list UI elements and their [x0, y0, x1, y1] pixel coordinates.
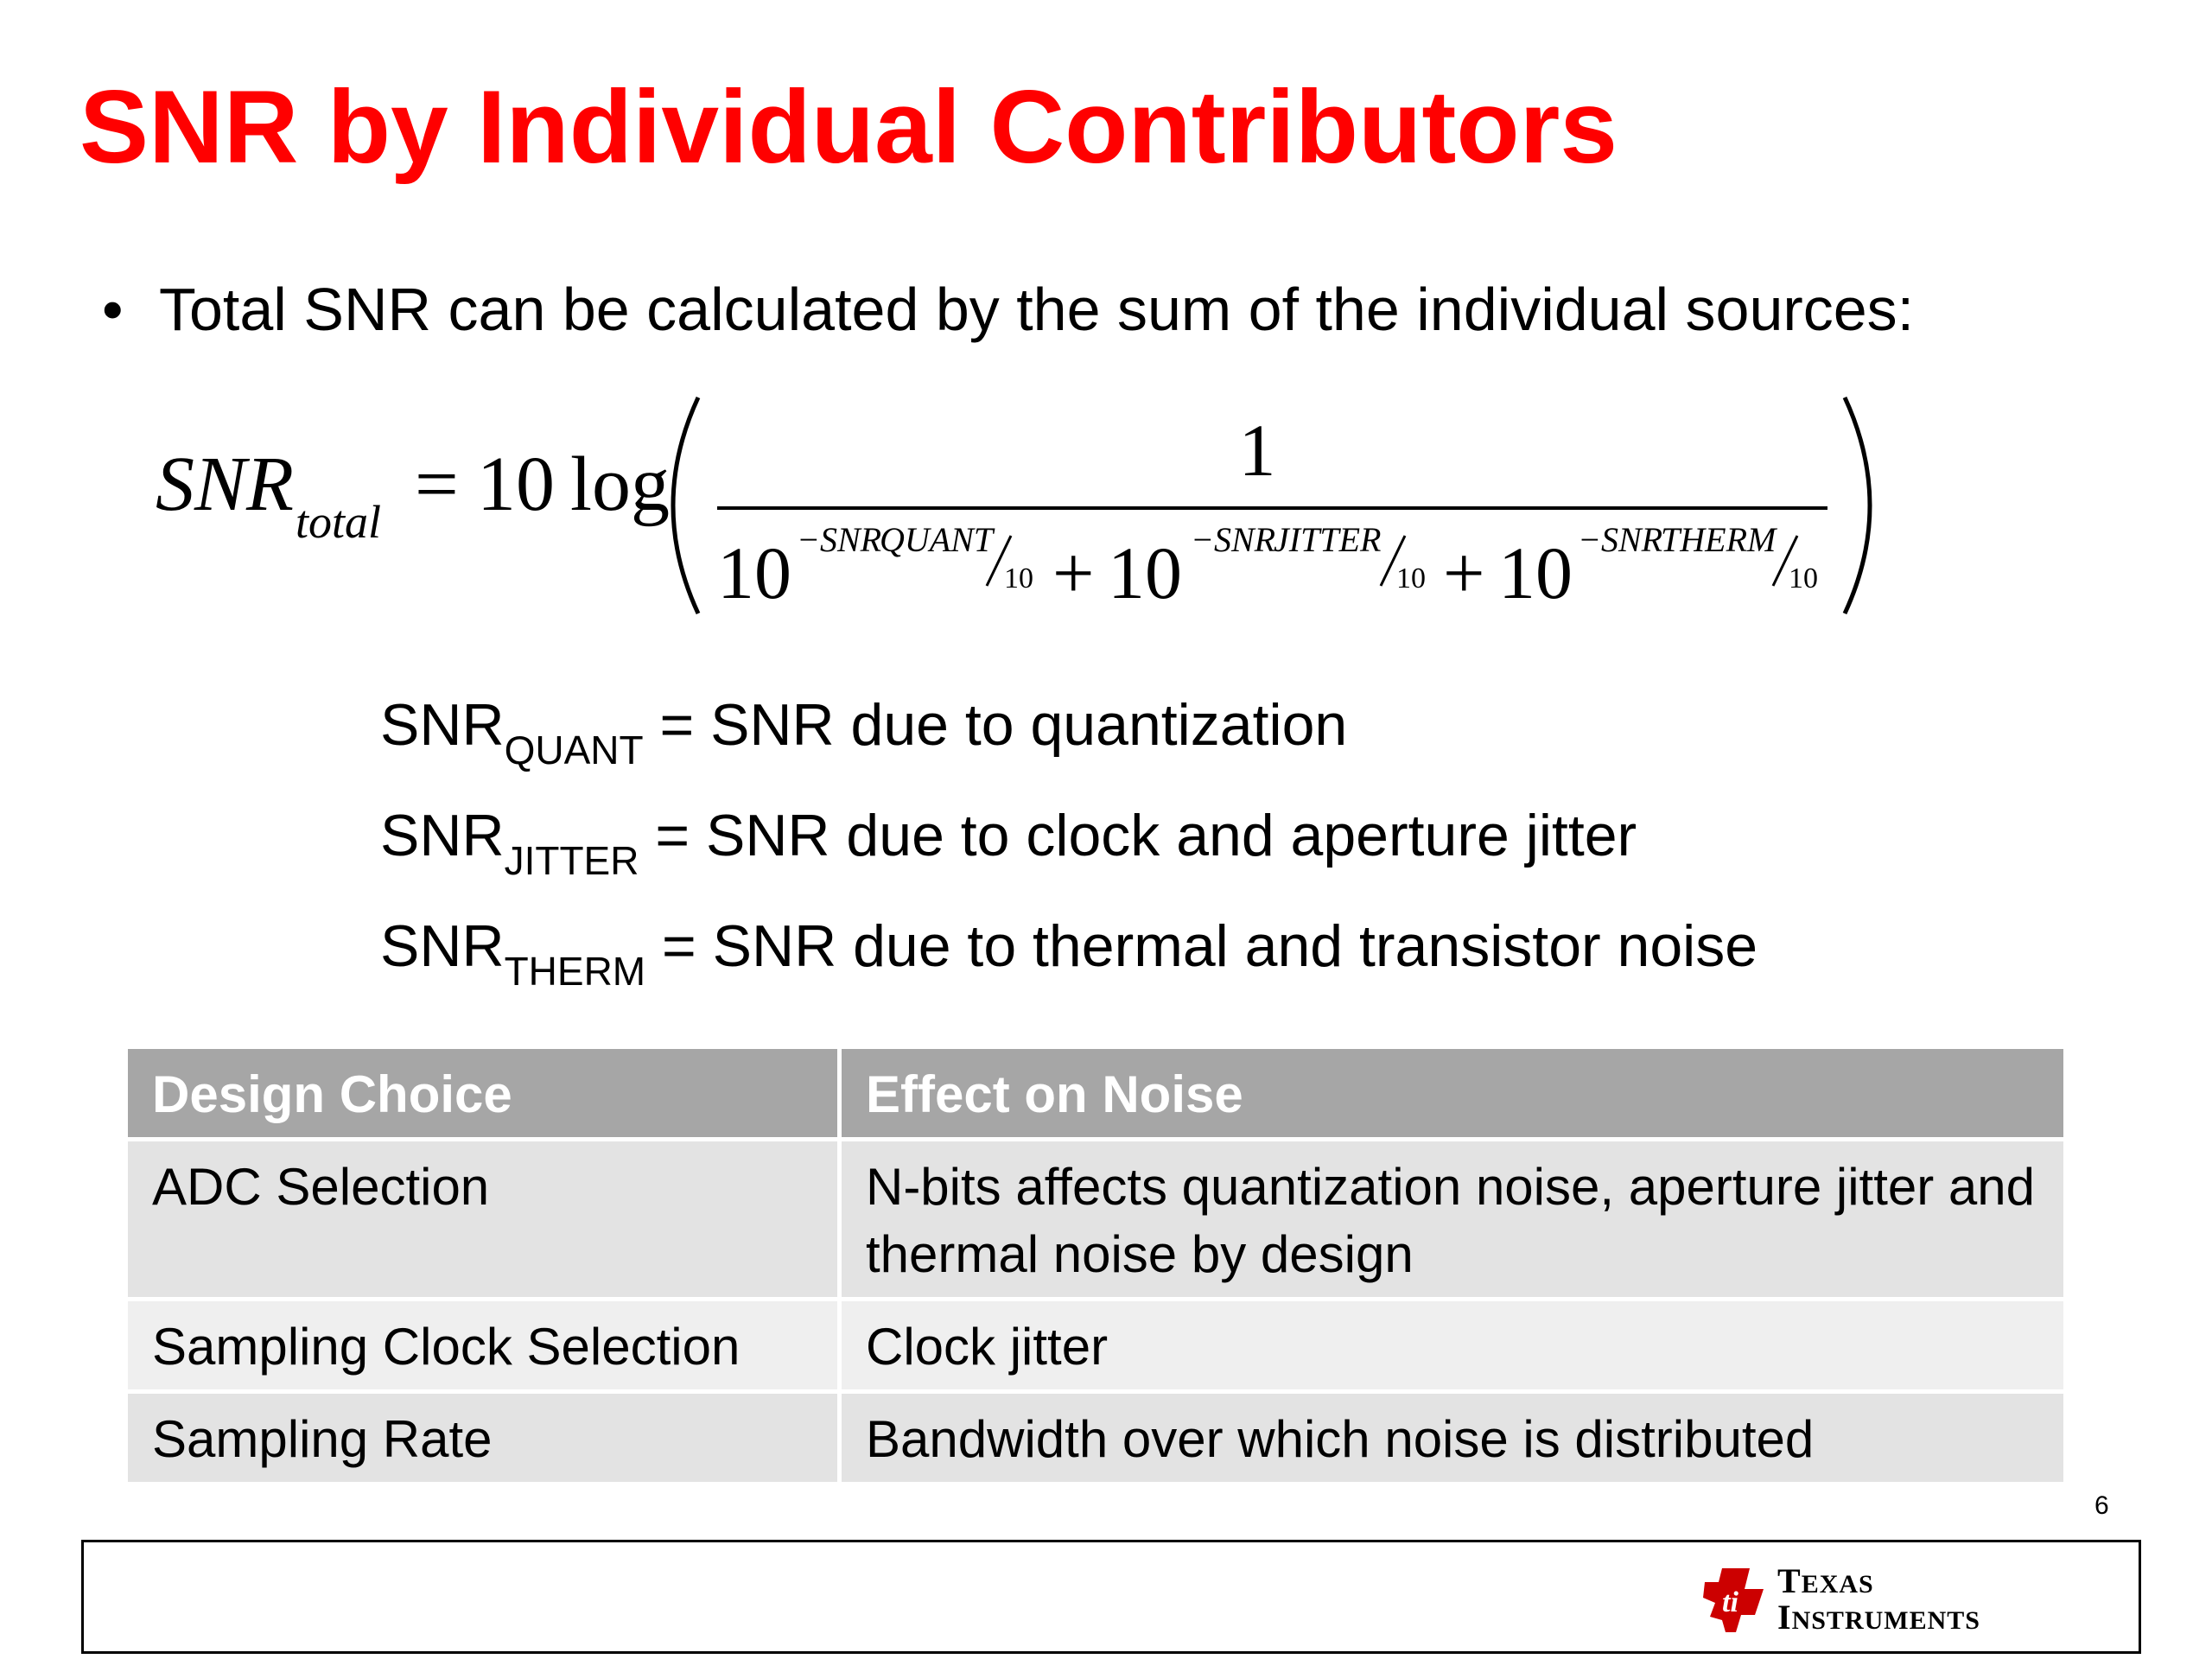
formula-svg — [147, 380, 1892, 639]
definition-therm: $SNR_{THERM}$ = SNR due to thermal and transistor noise — [380, 913, 1758, 994]
denom-base-3: 10 — [1498, 531, 1573, 614]
formula-lhs-sub: total — [296, 496, 382, 548]
exp-jitter: −SNR — [1191, 520, 1276, 559]
exp-quant: −SNR — [797, 520, 882, 559]
bullet-dot-icon: • — [102, 276, 124, 343]
snr-formula — [147, 380, 1892, 639]
exp-jitter-sub: JITTER — [1274, 520, 1382, 559]
right-paren-icon — [1845, 397, 1870, 613]
table-header-design-choice: Design Choice — [128, 1049, 842, 1137]
ti-brand-text: TEXAS INSTRUMENTS — [1777, 1561, 1980, 1637]
table-row — [128, 1297, 2063, 1389]
table-cell: Sampling Clock Selection — [128, 1297, 842, 1389]
footer-bar — [81, 1540, 2141, 1654]
plus-1: + — [1052, 531, 1095, 614]
exp-div-1: 10 — [1004, 563, 1033, 594]
plus-2: + — [1443, 531, 1485, 614]
exp-therm: −SNR — [1578, 520, 1663, 559]
exp-quant-sub: QUANT — [880, 520, 994, 559]
svg-text:ti: ti — [1722, 1586, 1738, 1618]
table-row — [128, 1137, 2063, 1297]
exp-therm-sub: THERM — [1661, 520, 1777, 559]
formula-func: log — [570, 442, 671, 527]
formula-equals: = — [415, 442, 459, 527]
left-paren-icon — [673, 397, 698, 613]
bullet-text: Total SNR can be calculated by the sum of the individual sources: — [159, 276, 1915, 343]
definition-jitter: $SNR_{JITTER}$ = SNR due to clock and aperture jitter — [380, 803, 1637, 883]
denom-base-2: 10 — [1108, 531, 1182, 614]
table-cell: Clock jitter — [842, 1297, 2063, 1389]
slide-title: SNR by Individual Contributors — [79, 69, 1618, 185]
ti-logo-icon — [1700, 1563, 1769, 1636]
exp-div-2: 10 — [1396, 563, 1426, 594]
table-cell: Bandwidth over which noise is distributed — [842, 1389, 2063, 1482]
page-number: 6 — [2094, 1491, 2109, 1520]
denom-base-1: 10 — [717, 531, 791, 614]
table-cell: N-bits affects quantization noise, aperture jitter and thermal noise by design — [842, 1137, 2063, 1297]
definition-quant: $SNR_{QUANT}$ = SNR due to quantization — [380, 692, 1348, 772]
table-header-effect-on-noise: Effect on Noise — [842, 1049, 2063, 1137]
formula-numerator: 1 — [1238, 409, 1276, 492]
design-choice-table — [128, 1049, 2063, 1482]
formula-coef: 10 — [477, 442, 555, 527]
exp-div-3: 10 — [1789, 563, 1818, 594]
table-cell: Sampling Rate — [128, 1389, 842, 1482]
table-row — [128, 1389, 2063, 1482]
formula-lhs: SNR — [156, 442, 295, 527]
table-header-row — [128, 1049, 2063, 1137]
table-cell: ADC Selection — [128, 1137, 842, 1297]
